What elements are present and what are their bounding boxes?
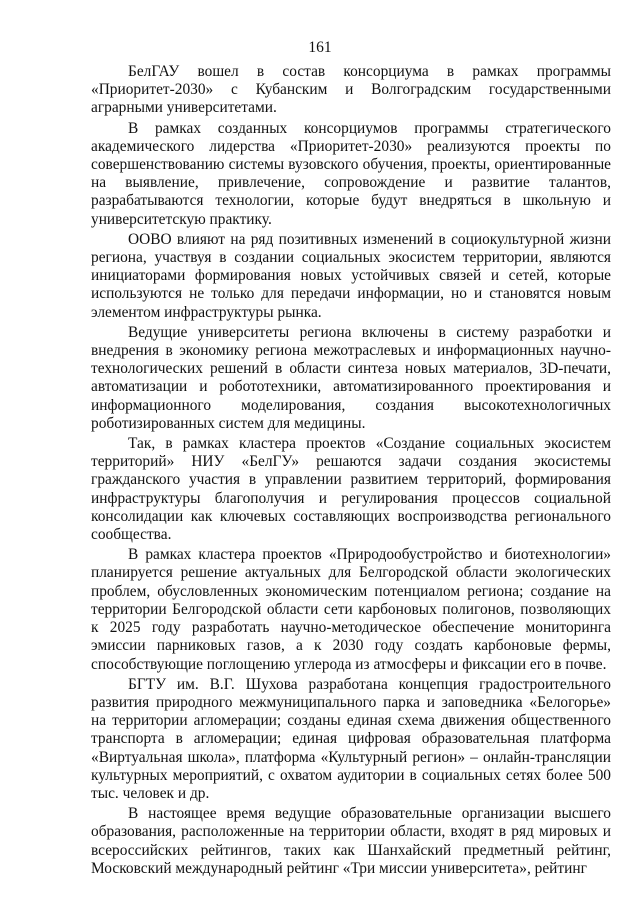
page-number: 161 <box>308 39 332 56</box>
paragraph-priority-2030-projects: В рамках созданных консорциумов программы стратегического академического лидерства «Приоритет-2030» реализуются проекты по совершенствованию системы вузовского обучения, проекты, ориентированные на выявление, привлечение, сопровождение и развитие талантов, разрабатываются технологии, которые будут внедряться в школьную и университетскую практику. <box>91 119 611 228</box>
paragraph-biotechnology-cluster: В рамках кластера проектов «Природообустройство и биотехнологии» планируется решение актуальных для Белгородской области экологических проблем, обусловленных экономическим потенциалом региона; создание на территории Белгородской области сети карбоновых полигонов, позволяющих к 2025 году разработать научно-методическое обеспечение мониторинга эмиссии парниковых газов, а к 2030 году создать карбоновые фермы, способствующие поглощению углерода из атмосферы и фиксации его в почве. <box>91 546 611 673</box>
paragraph-belgau-consortium: БелГАУ вошел в состав консорциума в рамках программы «Приоритет-2030» с Кубанским и Волгоградским государственными аграрными университетами. <box>91 63 611 117</box>
paragraph-oovo-influence: ООВО влияют на ряд позитивных изменений в социокультурной жизни региона, участвуя в создании социальных экосистем территории, являются инициаторами формирования новых устойчивых связей и сетей, которые используются не только для передачи информации, но и становятся новым элементом инфраструктуры рынка. <box>91 230 611 321</box>
paragraph-leading-universities: Ведущие университеты региона включены в систему разработки и внедрения в экономику региона межотраслевых и информационных научно-технологических решений в области синтеза новых материалов, 3D-печати, автоматизации и робототехники, автоматизированного проектирования и информационного моделирования, создания высокотехнологичных роботизированных систем для медицины. <box>91 323 611 432</box>
paragraph-social-ecosystems: Так, в рамках кластера проектов «Создание социальных экосистем территорий» НИУ «БелГУ» решаются задачи создания экосистемы гражданского участия в управлении развитием территорий, формирования инфраструктуры благополучия и регулирования процессов социальной консолидации как ключевых составляющих воспроизводства регионального сообщества. <box>91 435 611 544</box>
document-body <box>91 63 611 880</box>
paragraph-rankings: В настоящее время ведущие образовательные организации высшего образования, расположенные на территории области, входят в ряд мировых и всероссийских рейтингов, таких как Шанхайский предметный рейтинг, Московский международный рейтинг «Три миссии университета», рейтинг <box>91 805 611 877</box>
paragraph-bgtu-concept: БГТУ им. В.Г. Шухова разработана концепция градостроительного развития природного межмуниципального парка и заповедника «Белогорье» на территории агломерации; созданы единая схема движения общественного транспорта в агломерации; единая цифровая образовательная платформа «Виртуальная школа», платформа «Культурный регион» – онлайн-трансляции культурных мероприятий, с охватом аудитории в социальных сетях более 500 тыс. человек и др. <box>91 675 611 802</box>
